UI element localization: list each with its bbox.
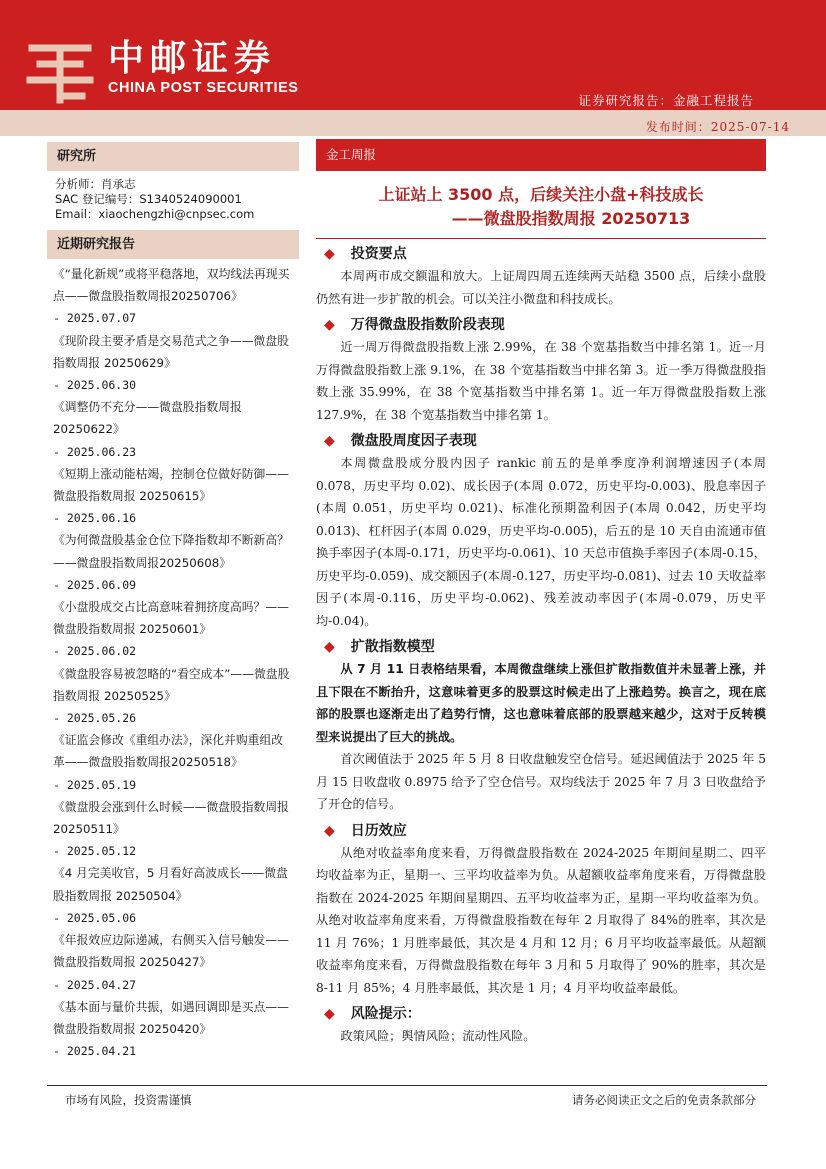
diamond-bullet-icon: ◆ — [324, 317, 335, 333]
section-paragraph: 从绝对收益率角度来看，万得微盘股指数在 2024-2025 年期间星期二、四平均收益率为正，星期一、三平均收益率为负。从超额收益率角度来看，万得微盘股指数在 2024-2025 年期间星期四、五平均收益率为正，星期一平均收益率为负。从绝对收益率角度来看，万得微盘股指数在每年 2 月取得了 84%的胜率，其次是 11 月 76%；1 月胜率最低，其次是 4 月和 12 月；6 月平均收益率最低。从超额收益率角度来看，万得微盘股指数在每年 3 月和 5 月取得了 90%的胜率，其次是 8-11 月 85%；4 月胜率最低，其次是 1 月；4 月平均收益率最低。 — [316, 845, 766, 995]
recent-report-date: - 2025.06.09 — [53, 577, 137, 592]
recent-report-item[interactable] — [53, 330, 293, 397]
recent-report-item[interactable] — [53, 663, 293, 730]
recent-report-date: - 2025.06.30 — [53, 378, 137, 393]
recent-report-item[interactable] — [53, 263, 293, 330]
recent-report-item[interactable] — [53, 729, 293, 796]
recent-report-date: - 2025.05.19 — [53, 777, 137, 792]
section-heading — [316, 820, 766, 842]
section-heading — [316, 243, 766, 265]
diamond-bullet-icon: ◆ — [324, 822, 335, 839]
recent-report-title: 《年报效应边际递减，右侧买入信号触发——微盘股指数周报 20250427》 — [53, 933, 289, 970]
recent-report-item[interactable] — [53, 796, 293, 863]
logo-chinese: 中邮证券 — [108, 38, 277, 79]
recent-report-title: 《小盘股成交占比高意味着拥挤度高吗？——微盘股指数周报 20250601》 — [53, 600, 289, 637]
recent-report-date: - 2025.06.23 — [53, 444, 137, 459]
diamond-bullet-icon: ◆ — [324, 639, 335, 655]
footer-disclaimer: 请务必阅读正文之后的免责条款部分 — [572, 1093, 756, 1107]
section-heading-text: 万得微盘股指数阶段表现 — [350, 317, 505, 333]
section-paragraph: 政策风险；舆情风险；流动性风险。 — [340, 1029, 536, 1043]
report-type: 证券研究报告：金融工程报告 — [578, 93, 754, 108]
section-heading — [316, 1003, 766, 1025]
section-paragraph: 本周两市成交额温和放大。上证周四周五连续两天站稳 3500 点，后续小盘股仍然有进一步扩散的机会。可以关注小微盘和科技成长。 — [316, 269, 766, 306]
footer-risk-note: 市场有风险，投资需谨慎 — [65, 1093, 192, 1107]
recent-report-item[interactable] — [53, 862, 293, 929]
recent-report-date: - 2025.06.16 — [53, 511, 137, 526]
section-heading-text: 投资要点 — [350, 246, 407, 262]
recent-report-item[interactable] — [53, 996, 293, 1063]
section-heading — [316, 636, 766, 658]
recent-report-title: 《证监会修改《重组办法》，深化并购重组改革——微盘股指数周报20250518》 — [53, 733, 284, 770]
recent-report-title: 《现阶段主要矛盾是交易范式之争——微盘股指数周报 20250629》 — [53, 333, 289, 370]
recent-reports-heading: 近期研究报告 — [47, 230, 299, 259]
recent-report-title: 《微盘股会涨到什么时候——微盘股指数周报 20250511》 — [53, 799, 289, 837]
recent-report-date: - 2025.05.12 — [53, 844, 137, 859]
recent-report-item[interactable] — [53, 463, 293, 530]
recent-report-title: 《为何微盘股基金仓位下降指数却不断新高？——微盘股指数周报20250608》 — [53, 533, 289, 570]
recent-report-item[interactable] — [53, 396, 293, 463]
publish-date — [646, 118, 790, 135]
recent-report-date: - 2025.04.27 — [53, 977, 137, 992]
footer-divider — [47, 1085, 767, 1086]
recent-report-title: 《短期上涨动能枯竭，控制仓位做好防御——微盘股指数周报 20250615》 — [53, 466, 289, 504]
recent-report-date: - 2025.06.02 — [53, 644, 137, 659]
section-heading-text: 风险提示： — [350, 1006, 421, 1022]
main-content — [316, 139, 766, 1048]
recent-report-title: 《调整仍不充分——微盘股指数周报20250622》 — [53, 400, 242, 437]
recent-reports-list — [47, 259, 299, 1062]
recent-report-item[interactable] — [53, 929, 293, 996]
column-tag: 金工周报 — [316, 139, 766, 171]
publish-date-value: 2025-07-14 — [710, 120, 790, 134]
diamond-bullet-icon: ◆ — [324, 246, 335, 262]
recent-report-date: - 2025.04.21 — [53, 1044, 137, 1059]
section-heading-text: 日历效应 — [350, 822, 407, 839]
china-post-logo-icon — [22, 30, 98, 106]
section-heading — [316, 430, 766, 452]
section-heading — [316, 314, 766, 336]
section-heading-text: 微盘股周度因子表现 — [350, 433, 477, 449]
analyst-info — [47, 171, 299, 226]
recent-report-date: - 2025.07.07 — [53, 311, 137, 326]
analyst-email: Email：xiaochengzhi@cnpsec.com — [55, 207, 255, 221]
recent-report-title: 《基本面与量价共振，如遇回调即是买点——微盘股指数周报 20250420》 — [53, 999, 289, 1036]
report-subtitle: ——微盘股指数周报 20250713 — [451, 209, 691, 228]
recent-report-title: 《4 月完美收官，5 月看好高波成长——微盘股指数周报 20250504》 — [53, 866, 288, 903]
report-sections — [316, 243, 766, 1048]
recent-report-title: 《“量化新规”或将平稳落地，双均线法再现买点——微盘股指数周报20250706》 — [53, 267, 290, 304]
report-title: 上证站上 3500 点，后续关注小盘+科技成长 — [378, 185, 704, 204]
recent-report-title: 《微盘股容易被忽略的“看空成本”——微盘股指数周报 20250525》 — [53, 666, 290, 703]
section-heading-text: 扩散指数模型 — [350, 639, 435, 655]
sac-number: SAC 登记编号：S1340524090001 — [55, 192, 242, 206]
section-paragraph: 从 7 月 11 日表格结果看，本周微盘继续上涨但扩散指数值并未显著上涨，并且下限在不断抬升，这意味着更多的股票这时候走出了上涨趋势。换言之，现在底部的股票也逐渐走出了趋势行情，这也意味着底部的股票越来越少，这对于反转模型来说提出了巨大的挑战。 — [316, 662, 766, 744]
diamond-bullet-icon: ◆ — [324, 433, 335, 449]
recent-report-date: - 2025.05.06 — [53, 910, 137, 925]
recent-report-item[interactable] — [53, 596, 293, 663]
diamond-bullet-icon: ◆ — [324, 1006, 335, 1022]
title-divider — [316, 238, 766, 239]
section-paragraph: 首次阈值法于 2025 年 5 月 8 日收盘触发空仓信号。延迟阈值法于 2025 年 5 月 15 日收盘收 0.8975 给予了空仓信号。双均线法于 2025 年 7 月 3 日收盘给予了开仓的信号。 — [316, 752, 766, 811]
section-paragraph: 近一周万得微盘股指数上涨 2.99%，在 38 个宽基指数当中排名第 1。近一月万得微盘股指数上涨 9.1%，在 38 个宽基指数当中排名第 3。近一季万得微盘股指数上涨 35.99%，在 38 个宽基指数当中排名第 1。近一年万得微盘股指数上涨 127.9%，在 38 个宽基指数当中排名第 1。 — [316, 340, 766, 422]
recent-report-item[interactable] — [53, 529, 293, 596]
analyst-name: 分析师：肖承志 — [55, 177, 136, 191]
institute-heading: 研究所 — [47, 142, 299, 171]
publish-date-label: 发布时间： — [645, 120, 711, 134]
section-paragraph: 本周微盘股成分股内因子 rankic 前五的是单季度净利润增速因子(本周 0.078，历史平均 0.02)、成长因子(本周 0.072，历史平均-0.003)、股息率因子(本周 0.051，历史平均 0.021)、标准化预期盈利因子(本周 0.042，历史平均 0.013)、杠杆因子(本周 0.029，历史平均-0.005)，后五的是 10 天自由流通市值换手率因子(本周-0.171，历史平均-0.061)、10 天总市值换手率因子(本周-0.15，历史平均-0.059)、成交额因子(本周-0.127，历史平均-0.081)、过去 10 天收益率因子(本周-0.116，历史平均-0.062)、残差波动率因子(本周-0.079，历史平均-0.04)。 — [316, 456, 766, 628]
logo-english: CHINA POST SECURITIES — [108, 80, 299, 96]
sidebar — [47, 142, 299, 1062]
recent-report-date: - 2025.05.26 — [53, 711, 137, 726]
